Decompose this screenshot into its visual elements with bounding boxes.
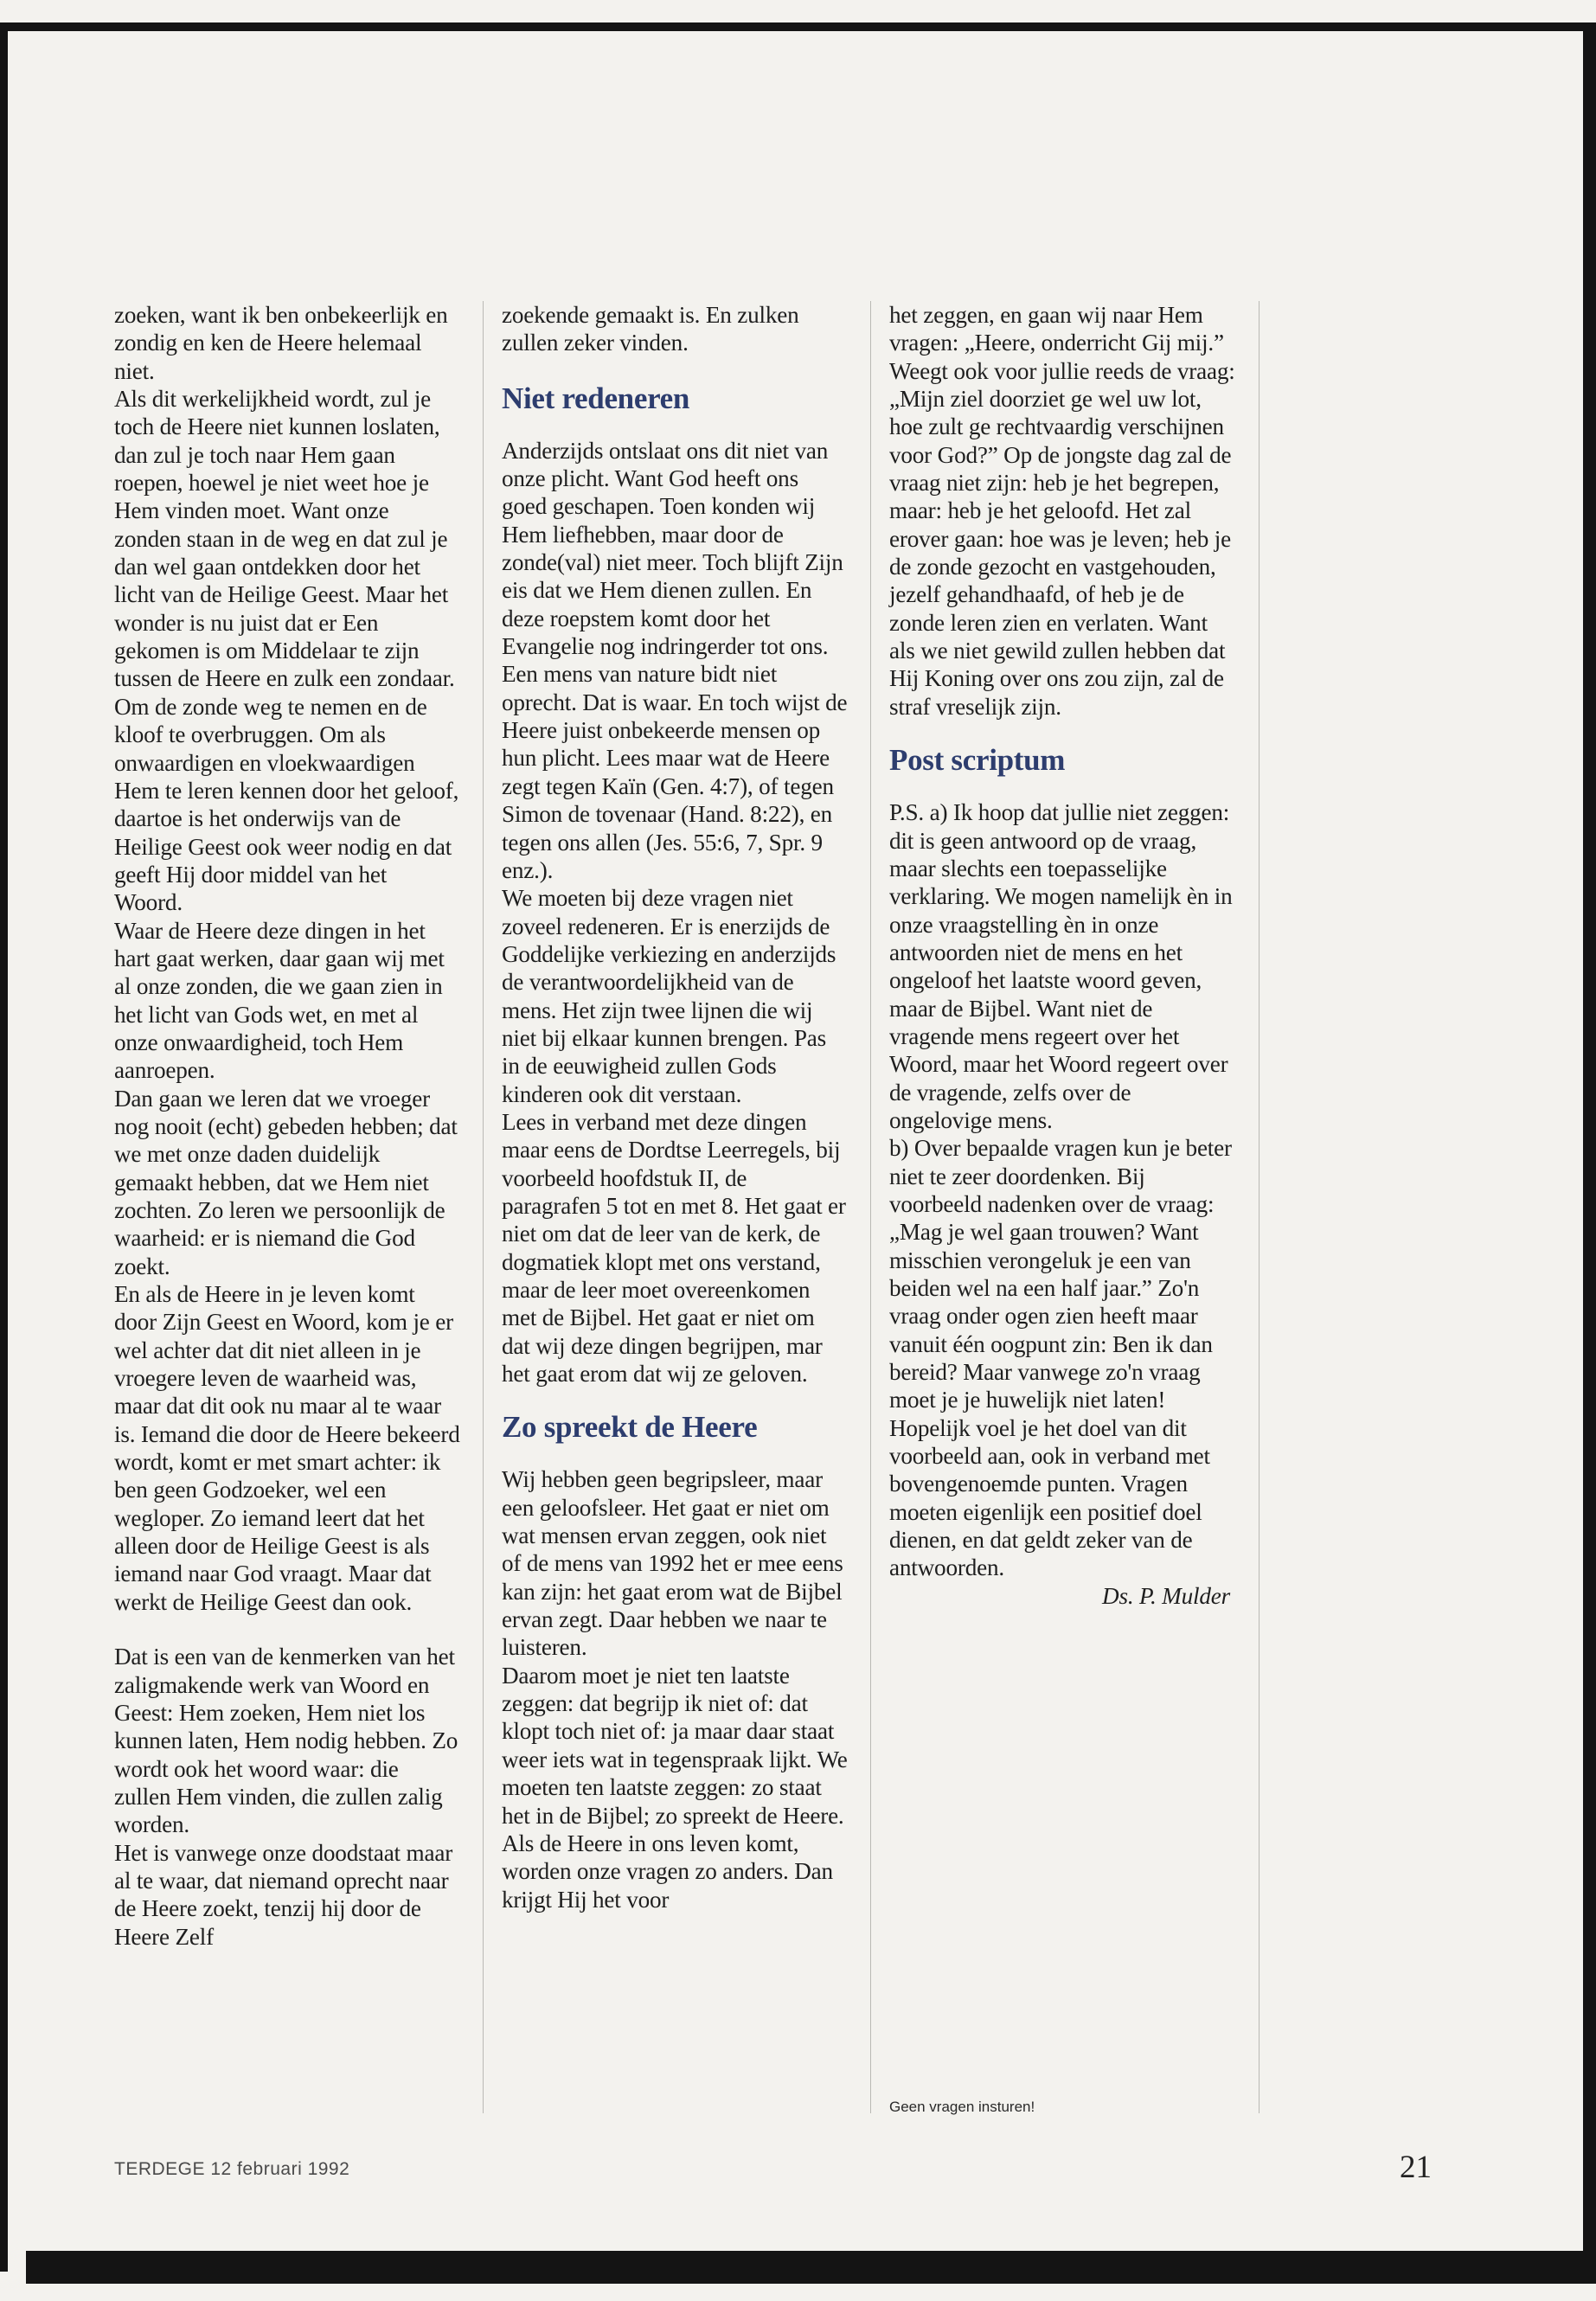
paragraph: Daarom moet je niet ten laatste zeggen: dat begrijp ik niet of: dat klopt toch niet of: ja maar daar staat weer iets wat in tegenspraak lijkt. We moeten ten laatste zeggen: zo staat het in de Bijbel; zo spreekt de Heere. — [502, 1662, 848, 1829]
paragraph: Als dit werkelijkheid wordt, zul je toch de Heere niet kunnen loslaten, dan zul je toch naar Hem gaan roepen, hoewel je niet weet hoe je Hem vinden moet. Want onze zonden staan in de weg en dat zul je dan wel gaan ontdekken door het licht van de Heilige Geest. Maar het wonder is nu juist dat er Een gekomen is om Middelaar te zijn tussen de Heere en zulk een zondaar. Om de zonde weg te nemen en de kloof te overbruggen. Om als onwaardigen en vloekwaardigen Hem te leren kennen door het geloof, daartoe is het onderwijs van de Heilige Geest ook weer nodig en dat geeft Hij door middel van het Woord. — [114, 386, 459, 916]
paragraph: En als de Heere in je leven komt door Zijn Geest en Woord, kom je er wel achter dat dit niet alleen in je vroegere leven de waarheid was, maar dat dit ook nu maar al te waar is. Iemand die door de Heere bekeerd wordt, komt er met smart achter: ik ben geen Godzoeker, wel een wegloper. Zo iemand leert dat het alleen door de Heilige Geest is als iemand naar God vraagt. Maar dat werkt de Heilige Geest dan ook. — [114, 1281, 460, 1615]
article-column-2 — [502, 301, 848, 1913]
paragraph: Anderzijds ontslaat ons dit niet van onze plicht. Want God heeft ons goed geschapen. Toen konden wij Hem liefhebben, maar door de zonde(val) niet meer. Toch blijft Zijn eis dat we Hem dienen zullen. En deze roepstem komt door het Evangelie nog indringerder tot ons. Een mens van nature bidt niet oprecht. Dat is waar. En toch wijst de Heere juist onbekeerde mensen op hun plicht. Lees maar wat de Heere zegt tegen Kaïn (Gen. 4:7), of tegen Simon de tovenaar (Hand. 8:22), en tegen ons allen (Jes. 55:6, 7, Spr. 9 enz.). — [502, 437, 848, 883]
paragraph: het zeggen, en gaan wij naar Hem vragen: „Heere, onderricht Gij mij.” — [889, 302, 1224, 356]
paragraph: Weegt ook voor jullie reeds de vraag: „Mijn ziel doorziet ge wel uw lot, hoe zult ge rechtvaardig verschijnen voor God?” Op de jongste dag zal de vraag niet zijn: heb je het begrepen, maar: heb je het geloofd. Het zal erover gaan: hoe was je leven; heb je de zonde gezocht en vastgehouden, jezelf gehandhaafd, of heb je de zonde leren zien en verlaten. Want als we niet gewild zullen hebben dat Hij Koning over ons zou zijn, zal de straf vreselijk zijn. — [889, 357, 1235, 720]
paragraph: Hopelijk voel je het doel van dit voorbeeld aan, ook in verband met bovengenoemde punten. Vragen moeten eigenlijk een positief doel dienen, en dat geldt zeker van de antwoorden. — [889, 1414, 1210, 1581]
article-column-3 — [889, 301, 1235, 1610]
scan-border-right — [1583, 22, 1596, 2254]
paragraph: zoeken, want ik ben onbekeerlijk en zondig en ken de Heere helemaal niet. — [114, 302, 448, 384]
paragraph: P.S. a) Ik hoop dat jullie niet zeggen: dit is geen antwoord op de vraag, maar slechts een toepasselijke verklaring. We mogen namelijk èn in onze vraagstelling èn in onze antwoorden niet de mens en het ongeloof het laatste woord geven, maar de Bijbel. Want niet de vragende mens regeert over het Woord, maar het Woord regeert over de vragende, zelfs over de ongelovige mens. — [889, 799, 1233, 1133]
column-rule — [870, 301, 871, 2113]
scan-border-bottom — [26, 2251, 1596, 2284]
paragraph: Waar de Heere deze dingen in het hart gaat werken, daar gaan wij met al onze zonden, die we gaan zien in het licht van Gods wet, en met al onze onwaardigheid, toch Hem aanroepen. — [114, 917, 445, 1084]
footer-publication: TERDEGE 12 februari 1992 — [114, 2159, 350, 2179]
paragraph: b) Over bepaalde vragen kun je beter niet te zeer doordenken. Bij voorbeeld nadenken over de vraag: „Mag je wel gaan trouwen? Want misschien verongeluk je een van beiden wel na een half jaar.” Zo'n vraag onder ogen zien heeft maar vanuit één oogpunt zin: Ben ik dan bereid? Maar vanwege zo'n vraag moet je je huwelijk niet laten! — [889, 1135, 1232, 1413]
paragraph: Als de Heere in ons leven komt, worden onze vragen zo anders. Dan krijgt Hij het voor — [502, 1830, 833, 1913]
paragraph: Het is vanwege onze doodstaat maar al te waar, dat niemand oprecht naar de Heere zoekt, tenzij hij door de Heere Zelf — [114, 1839, 453, 1950]
paragraph: zoekende gemaakt is. En zulken zullen zeker vinden. — [502, 302, 799, 356]
section-heading: Zo spreekt de Heere — [502, 1410, 758, 1445]
paragraph: Wij hebben geen begripsleer, maar een geloofsleer. Het gaat er niet om wat mensen ervan zeggen, ook niet of de mens van 1992 het er mee eens kan zijn: het gaat erom wat de Bijbel ervan zegt. Daar hebben we naar te luisteren. — [502, 1466, 843, 1661]
paragraph: Dan gaan we leren dat we vroeger nog nooit (echt) gebeden hebben; dat we met onze daden duidelijk gemaakt hebben, dat we Hem niet zochten. Zo leren we persoonlijk de waarheid: er is niemand die God zoekt. — [114, 1085, 458, 1279]
paragraph: Dat is een van de kenmerken van het zaligmakende werk van Woord en Geest: Hem zoeken, Hem niet los kunnen laten, Hem nodig hebben. Zo wordt ook het woord waar: die zullen Hem vinden, die zullen zalig worden. — [114, 1644, 458, 1838]
article-column-1 — [114, 301, 460, 1951]
scan-border-top — [0, 22, 1596, 31]
section-heading: Post scriptum — [889, 743, 1066, 778]
section-heading: Niet redeneren — [502, 381, 690, 415]
side-note: Geen vragen insturen! — [889, 2099, 1035, 2115]
column-rule — [483, 301, 484, 2113]
page-number: 21 — [1400, 2150, 1432, 2185]
paragraph: Lees in verband met deze dingen maar eens de Dordtse Leerregels, bij voorbeeld hoofdstuk II, de paragrafen 5 tot en met 8. Het gaat er niet om dat de leer van de kerk, de dogmatiek klopt met ons verstand, maar de leer moet overeenkomen met de Bijbel. Het gaat er niet om dat wij deze dingen begrijpen, mar het gaat erom dat wij ze geloven. — [502, 1108, 846, 1388]
author-signature: Ds. P. Mulder — [1102, 1582, 1230, 1609]
scan-border-left — [0, 22, 8, 2272]
paragraph: We moeten bij deze vragen niet zoveel redeneren. Er is enerzijds de Goddelijke verkiezing en anderzijds de verantwoordelijkheid van de mens. Het zijn twee lijnen die wij niet bij elkaar kunnen brengen. Pas in de eeuwigheid zullen Gods kinderen ook dit verstaan. — [502, 885, 836, 1107]
